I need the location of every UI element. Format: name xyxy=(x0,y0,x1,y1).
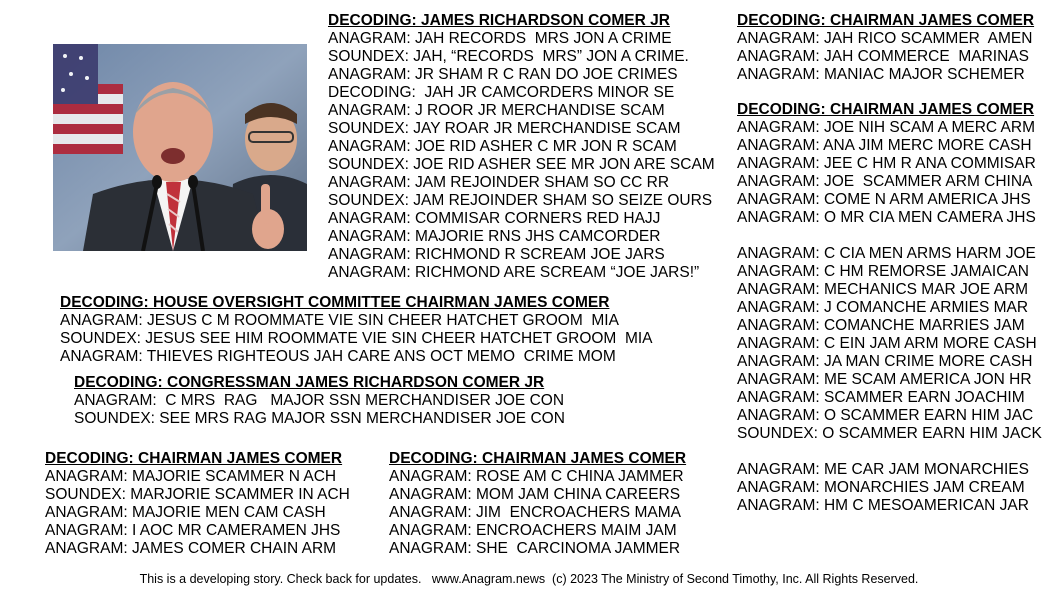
block-line: ANAGRAM: O MR CIA MEN CAMERA JHS xyxy=(737,209,1036,226)
decoding-block-chairman-2 xyxy=(737,101,1042,515)
block-line: ANAGRAM: JIM ENCROACHERS MAMA xyxy=(389,504,681,521)
block-line: ANAGRAM: SHE CARCINOMA JAMMER xyxy=(389,540,681,557)
block-line: ANAGRAM: O SCAMMER EARN HIM JAC xyxy=(737,407,1034,424)
block-line: ANAGRAM: JOE RID ASHER C MR JON R SCAM xyxy=(328,138,677,155)
block-line: ANAGRAM: COMANCHE MARRIES JAM xyxy=(737,317,1025,334)
block-line: ANAGRAM: MAJORIE SCAMMER N ACH xyxy=(45,468,337,485)
block-line: ANAGRAM: JA MAN CRIME MORE CASH xyxy=(737,353,1033,370)
block-line: SOUNDEX: O SCAMMER EARN HIM JACK xyxy=(737,425,1042,442)
block-line: ANAGRAM: ANA JIM MERC MORE CASH xyxy=(737,137,1032,154)
block-line: SOUNDEX: JAM REJOINDER SHAM SO SEIZE OURS xyxy=(328,192,713,209)
block-line: ANAGRAM: C HM REMORSE JAMAICAN xyxy=(737,263,1029,280)
decoding-block-congressman xyxy=(74,374,565,428)
footer-copyright: This is a developing story. Check back for updates. www.Anagram.news (c) 2023 The Ministry of Second Timothy, Inc. All Rights Reserved. xyxy=(139,572,919,586)
decoding-block-chairman-3 xyxy=(45,450,350,558)
block-line: ANAGRAM: J COMANCHE ARMIES MAR xyxy=(737,299,1029,316)
block-heading: DECODING: CHAIRMAN JAMES COMER xyxy=(45,450,343,467)
block-line: ANAGRAM: COME N ARM AMERICA JHS xyxy=(737,191,1031,208)
decoding-block-chairman-4 xyxy=(389,450,686,558)
block-heading: DECODING: CONGRESSMAN JAMES RICHARDSON COMER JR xyxy=(74,374,545,391)
block-line: ANAGRAM: C EIN JAM ARM MORE CASH xyxy=(737,335,1037,352)
block-line: ANAGRAM: JAH RECORDS MRS JON A CRIME xyxy=(328,30,672,47)
block-line: DECODING: JAH JR CAMCORDERS MINOR SE xyxy=(328,84,675,101)
block-line: ANAGRAM: JOE NIH SCAM A MERC ARM xyxy=(737,119,1035,136)
block-line: SOUNDEX: JAH, “RECORDS MRS” JON A CRIME. xyxy=(328,48,689,65)
block-line: SOUNDEX: JOE RID ASHER SEE MR JON ARE SCAM xyxy=(328,156,715,173)
block-line: ANAGRAM: C CIA MEN ARMS HARM JOE xyxy=(737,245,1036,262)
block-line: SOUNDEX: MARJORIE SCAMMER IN ACH xyxy=(45,486,350,503)
block-line: ANAGRAM: ME SCAM AMERICA JON HR xyxy=(737,371,1032,388)
block-line: ANAGRAM: ROSE AM C CHINA JAMMER xyxy=(389,468,684,485)
block-line: SOUNDEX: JAY ROAR JR MERCHANDISE SCAM xyxy=(328,120,681,137)
block-line: ANAGRAM: MANIAC MAJOR SCHEMER xyxy=(737,66,1025,83)
block-line: ANAGRAM: RICHMOND R SCREAM JOE JARS xyxy=(328,246,665,263)
block-line: ANAGRAM: JR SHAM R C RAN DO JOE CRIMES xyxy=(328,66,678,83)
block-line: ANAGRAM: JEE C HM R ANA COMMISAR xyxy=(737,155,1036,172)
block-line: SOUNDEX: JESUS SEE HIM ROOMMATE VIE SIN CHEER HATCHET GROOM MIA xyxy=(60,330,653,347)
block-heading: DECODING: CHAIRMAN JAMES COMER xyxy=(389,450,687,467)
decoding-block-chairman-1 xyxy=(737,12,1034,84)
decoding-block-james-richardson-comer-jr xyxy=(328,12,715,282)
block-line: ANAGRAM: C MRS RAG MAJOR SSN MERCHANDISER JOE CON xyxy=(74,392,565,409)
block-line: ANAGRAM: JAM REJOINDER SHAM SO CC RR xyxy=(328,174,670,191)
block-line: ANAGRAM: RICHMOND ARE SCREAM “JOE JARS!” xyxy=(328,264,700,281)
block-line: ANAGRAM: J ROOR JR MERCHANDISE SCAM xyxy=(328,102,665,119)
block-line: ANAGRAM: MONARCHIES JAM CREAM xyxy=(737,479,1025,496)
speaker-photo xyxy=(53,44,307,251)
block-line: ANAGRAM: MAJORIE RNS JHS CAMCORDER xyxy=(328,228,661,245)
block-line: ANAGRAM: MAJORIE MEN CAM CASH xyxy=(45,504,326,521)
block-line: ANAGRAM: ENCROACHERS MAIM JAM xyxy=(389,522,677,539)
block-line: ANAGRAM: MECHANICS MAR JOE ARM xyxy=(737,281,1029,298)
block-line: ANAGRAM: THIEVES RIGHTEOUS JAH CARE ANS OCT MEMO CRIME MOM xyxy=(60,348,616,365)
block-line: ANAGRAM: JOE SCAMMER ARM CHINA xyxy=(737,173,1033,190)
decoding-block-house-oversight xyxy=(60,294,653,366)
block-line xyxy=(737,227,1042,245)
block-line xyxy=(737,443,1042,461)
block-heading: DECODING: HOUSE OVERSIGHT COMMITTEE CHAIRMAN JAMES COMER xyxy=(60,294,610,311)
block-line: ANAGRAM: JAH RICO SCAMMER AMEN xyxy=(737,30,1033,47)
block-heading: DECODING: CHAIRMAN JAMES COMER xyxy=(737,101,1035,118)
block-line: ANAGRAM: SCAMMER EARN JOACHIM xyxy=(737,389,1025,406)
block-heading: DECODING: CHAIRMAN JAMES COMER xyxy=(737,12,1035,29)
block-line: ANAGRAM: JAH COMMERCE MARINAS xyxy=(737,48,1029,65)
block-line: ANAGRAM: COMMISAR CORNERS RED HAJJ xyxy=(328,210,661,227)
block-line: ANAGRAM: I AOC MR CAMERAMEN JHS xyxy=(45,522,341,539)
block-line: ANAGRAM: MOM JAM CHINA CAREERS xyxy=(389,486,681,503)
block-heading: DECODING: JAMES RICHARDSON COMER JR xyxy=(328,12,670,29)
block-line: ANAGRAM: ME CAR JAM MONARCHIES xyxy=(737,461,1029,478)
block-line: ANAGRAM: HM C MESOAMERICAN JAR xyxy=(737,497,1029,514)
block-line: ANAGRAM: JESUS C M ROOMMATE VIE SIN CHEER HATCHET GROOM MIA xyxy=(60,312,619,329)
block-line: SOUNDEX: SEE MRS RAG MAJOR SSN MERCHANDISER JOE CON xyxy=(74,410,565,427)
block-line: ANAGRAM: JAMES COMER CHAIN ARM xyxy=(45,540,337,557)
